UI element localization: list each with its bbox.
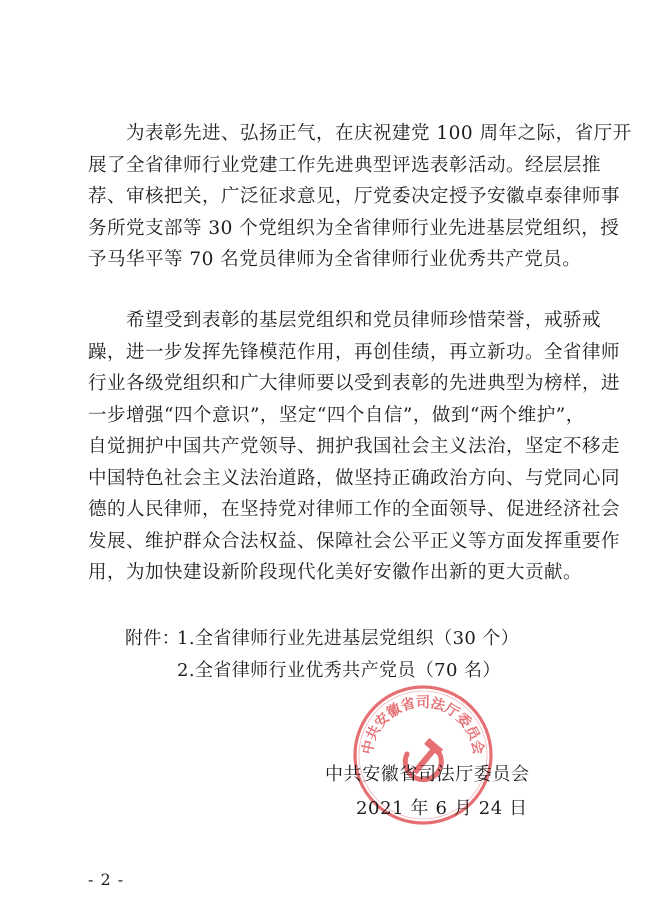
paragraph-line: 德的人民律师，在坚持党对律师工作的全面领导、促进经济社会 <box>88 499 621 520</box>
svg-text:中共安徽省司法厅委员会: 中共安徽省司法厅委员会 <box>359 695 487 756</box>
paragraph-line: 予马华平等 70 名党员律师为全省律师行业优秀共产党员。 <box>88 249 582 270</box>
paragraph-line: 行业各级党组织和广大律师要以受到表彰的先进典型为榜样，进 <box>88 373 621 394</box>
paragraph-line: 希望受到表彰的基层党组织和党员律师珍惜荣誉，戒骄戒 <box>88 310 602 331</box>
paragraph-line: 发展、维护群众合法权益、保障社会公平正义等方面发挥重要作 <box>88 530 621 552</box>
paragraph-line: 荐、审核把关，广泛征求意见，厅党委决定授予安徽卓泰律师事 <box>88 186 621 207</box>
body-paragraph-1 <box>88 118 632 276</box>
paragraph-line: 为表彰先进、弘扬正气，在庆祝建党 100 周年之际，省厅开 <box>88 123 632 144</box>
issue-date: 2021 年 6 月 24 日 <box>356 798 528 819</box>
paragraph-line: 躁，进一步发挥先锋模范作用，再创佳绩，再立新功。全省律师 <box>88 341 621 363</box>
issuing-organization: 中共安徽省司法厅委员会 <box>325 764 530 785</box>
paragraph-line: 展了全省律师行业党建工作先进典型评选表彰活动。经层层推 <box>88 154 602 176</box>
paragraph-line: 用，为加快建设新阶段现代化美好安徽作出新的更大贡献。 <box>88 562 583 583</box>
paragraph-line: 务所党支部等 30 个党组织为全省律师行业先进基层党组织，授 <box>88 217 620 239</box>
attachment-label: 附件： <box>125 628 181 649</box>
paragraph-line: 中国特色社会主义法治道路，做坚持正确政治方向、与党同心同 <box>88 467 621 489</box>
body-paragraph-2 <box>88 305 621 589</box>
page-number: - 2 - <box>88 870 125 889</box>
paragraph-line: 一步增强“四个意识”，坚定“四个自信”，做到“两个维护”， <box>88 404 585 426</box>
attachment-item-1: 1.全省律师行业先进基层党组织（30 个） <box>177 628 520 649</box>
paragraph-line: 自觉拥护中国共产党领导、拥护我国社会主义法治，坚定不移走 <box>88 436 621 457</box>
attachment-item-2: 2.全省律师行业优秀共产党员（70 名） <box>177 660 501 681</box>
